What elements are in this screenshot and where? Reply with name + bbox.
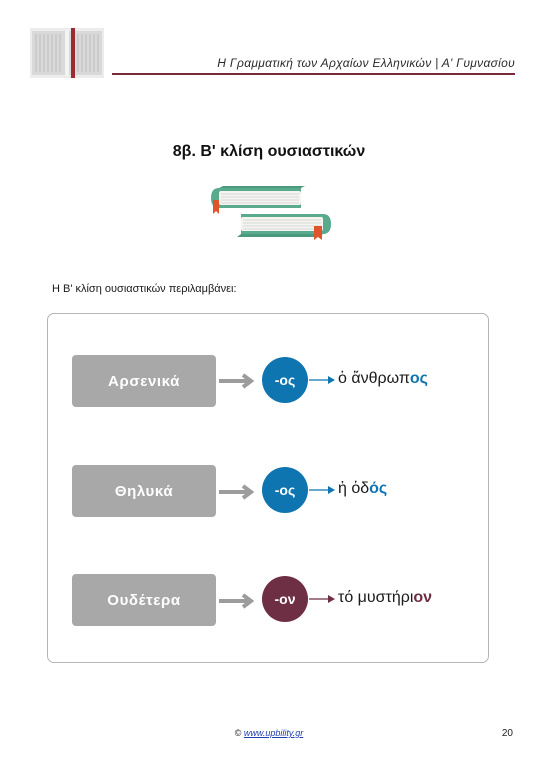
website-link[interactable]: www.upbility.gr (243, 728, 304, 738)
footer-copyright (0, 728, 538, 738)
stacked-books-icon (205, 180, 335, 244)
ending-badge-feminine: -ος (262, 467, 308, 513)
header-divider (112, 73, 515, 75)
arrow-right-icon (218, 373, 258, 389)
arrow-right-icon (218, 593, 258, 609)
arrow-right-icon (218, 484, 258, 500)
example-stem: ὁ ἄνθρωπ (338, 370, 410, 387)
page-number: 20 (501, 728, 513, 739)
section-title: 8β. Β' κλίση ουσιαστικών (172, 143, 366, 160)
header-title: Η Γραμματική των Αρχαίων Ελληνικών | Α' Γυμνασίου (217, 56, 515, 70)
example-ending: ός (369, 480, 388, 497)
intro-text: Η Β' κλίση ουσιαστικών περιλαμβάνει: (52, 283, 237, 295)
small-arrow-right-icon (309, 375, 335, 385)
copyright-symbol: © (234, 728, 242, 738)
example-ending: ον (413, 589, 433, 606)
gender-label-masculine: Αρσενικά (72, 355, 216, 407)
example-stem: τό μυστήρι (338, 589, 414, 606)
open-book-icon (30, 28, 104, 78)
small-arrow-right-icon (309, 594, 335, 604)
ending-badge-neuter: -ον (262, 576, 308, 622)
gender-label-feminine: Θηλυκά (72, 465, 216, 517)
example-word-feminine (338, 480, 387, 498)
example-ending: ος (409, 370, 428, 387)
gender-label-neuter: Ουδέτερα (72, 574, 216, 626)
example-word-masculine (338, 370, 428, 388)
ending-badge-masculine: -ος (262, 357, 308, 403)
small-arrow-right-icon (309, 485, 335, 495)
example-stem: ἡ ὁδ (338, 480, 370, 497)
example-word-neuter (338, 589, 432, 607)
